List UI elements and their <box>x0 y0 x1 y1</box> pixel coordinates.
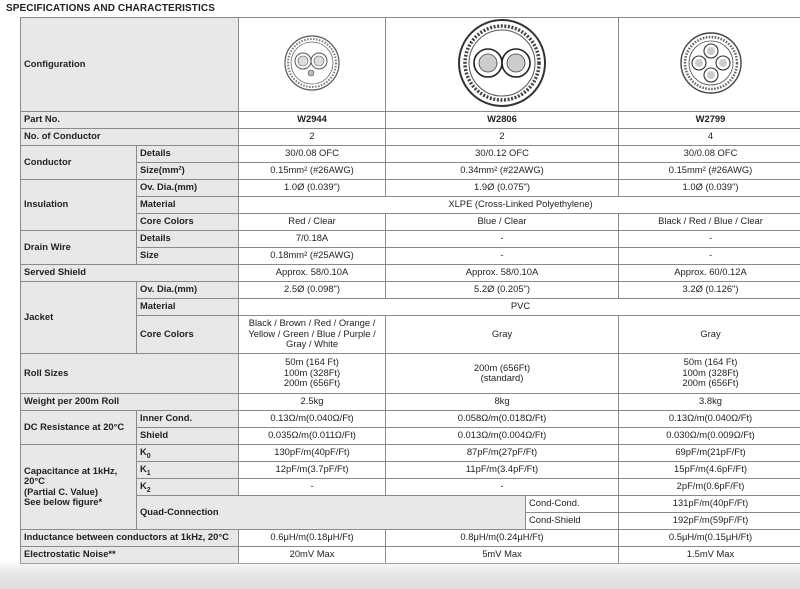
roll-sizes-w2806 <box>386 353 619 393</box>
capacitance-label-line: See below figure* <box>24 496 103 507</box>
conductor-details-w2806: 30/0.12 OFC <box>386 145 619 162</box>
quad-cond-cond-value: 131pF/m(40pF/Ft) <box>619 495 800 512</box>
jacket-colors-w2806: Gray <box>386 315 619 353</box>
insulation-colors-row <box>21 213 800 230</box>
k-subscript: 1 <box>146 470 151 478</box>
roll-size-line: 50m (164 Ft) <box>683 356 738 368</box>
drain-size-w2944: 0.18mm² (#25AWG) <box>239 247 386 264</box>
part-no-w2806: W2806 <box>386 111 619 128</box>
dc-inner-w2799: 0.13Ω/m(0.040Ω/Ft) <box>619 410 800 427</box>
jacket-colors-label: Core Colors <box>137 315 239 353</box>
cap-k1-w2944: 12pF/m(3.7pF/Ft) <box>239 461 386 478</box>
quad-cond-shield-label: Cond-Shield <box>526 512 619 529</box>
conductor-details-w2799: 30/0.08 OFC <box>619 145 800 162</box>
drain-size-label: Size <box>137 247 239 264</box>
no-conductor-label: No. of Conductor <box>21 128 239 145</box>
cable-cross-section-2-conductor-large-icon <box>457 18 547 108</box>
page-title: SPECIFICATIONS AND CHARACTERISTICS <box>6 3 215 14</box>
served-shield-w2944: Approx. 58/0.10A <box>239 264 386 281</box>
k-subscript: 0 <box>146 453 151 461</box>
insulation-colors-w2806: Blue / Clear <box>386 213 619 230</box>
dc-resistance-label: DC Resistance at 20°C <box>21 410 137 444</box>
jacket-material-value: PVC <box>239 298 800 315</box>
no-conductor-row <box>21 128 800 145</box>
weight-label: Weight per 200m Roll <box>21 393 239 410</box>
k-subscript: 2 <box>146 487 151 495</box>
part-no-w2944: W2944 <box>239 111 386 128</box>
conductor-label: Conductor <box>21 145 137 179</box>
drain-size-w2799: - <box>619 247 800 264</box>
conductor-size-w2944: 0.15mm² (#26AWG) <box>239 162 386 179</box>
drain-size-w2806: - <box>386 247 619 264</box>
roll-sizes-w2799 <box>619 353 800 393</box>
quad-connection-label: Quad-Connection <box>137 495 526 529</box>
insulation-ovdia-row <box>21 179 800 196</box>
part-no-row <box>21 111 800 128</box>
quad-cond-cond-label: Cond-Cond. <box>526 495 619 512</box>
electrostatic-w2799: 1.5mV Max <box>619 546 800 563</box>
drain-size-row <box>21 247 800 264</box>
insulation-ovdia-w2806: 1.9Ø (0.075") <box>386 179 619 196</box>
cap-k0-row <box>21 444 800 461</box>
roll-size-line: (standard) <box>480 372 524 383</box>
conductor-size-row <box>21 162 800 179</box>
cap-k0-w2944: 130pF/m(40pF/Ft) <box>239 444 386 461</box>
insulation-material-row <box>21 196 800 213</box>
insulation-colors-w2799: Black / Red / Blue / Clear <box>619 213 800 230</box>
dc-inner-w2806: 0.058Ω/m(0.018Ω/Ft) <box>386 410 619 427</box>
k-symbol: K <box>140 446 147 458</box>
dc-shield-w2799: 0.030Ω/m(0.009Ω/Ft) <box>619 427 800 444</box>
jacket-colors-w2799: Gray <box>619 315 800 353</box>
weight-w2944: 2.5kg <box>239 393 386 410</box>
dc-shield-row <box>21 427 800 444</box>
conductor-details-row <box>21 145 800 162</box>
inductance-w2806: 0.8μH/m(0.24μH/Ft) <box>386 529 619 546</box>
jacket-colors-w2944 <box>239 315 386 353</box>
drain-details-w2944: 7/0.18A <box>239 230 386 247</box>
roll-sizes-row <box>21 353 800 393</box>
capacitance-label <box>21 444 137 529</box>
specifications-table <box>20 17 800 564</box>
served-shield-w2806: Approx. 58/0.10A <box>386 264 619 281</box>
drain-details-label: Details <box>137 230 239 247</box>
electrostatic-w2944: 20mV Max <box>239 546 386 563</box>
jacket-ovdia-w2799: 3.2Ø (0.126") <box>619 281 800 298</box>
insulation-colors-w2944: Red / Clear <box>239 213 386 230</box>
drain-wire-label: Drain Wire <box>21 230 137 264</box>
no-conductor-w2806: 2 <box>386 128 619 145</box>
cap-k2-w2944: - <box>239 478 386 495</box>
insulation-ovdia-label: Ov. Dia.(mm) <box>137 179 239 196</box>
jacket-colors-line: Gray / White <box>285 338 339 350</box>
capacitance-label-line: (Partial C. Value) <box>24 485 98 497</box>
jacket-ovdia-row <box>21 281 800 298</box>
conductor-details-label: Details <box>137 145 239 162</box>
insulation-label: Insulation <box>21 179 137 230</box>
inductance-w2944: 0.6μH/m(0.18μH/Ft) <box>239 529 386 546</box>
k-symbol: K <box>140 463 147 475</box>
dc-inner-label: Inner Cond. <box>137 410 239 427</box>
cap-k1-row <box>21 461 800 478</box>
cap-k1-label <box>137 461 239 478</box>
configuration-label: Configuration <box>21 18 239 112</box>
part-no-w2799: W2799 <box>619 111 800 128</box>
configuration-row <box>21 18 800 112</box>
cap-k1-w2806: 11pF/m(3.4pF/Ft) <box>386 461 619 478</box>
jacket-material-label: Material <box>137 298 239 315</box>
insulation-material-label: Material <box>137 196 239 213</box>
jacket-label: Jacket <box>21 281 137 353</box>
conductor-details-w2944: 30/0.08 OFC <box>239 145 386 162</box>
roll-size-line: 100m (328Ft) <box>682 366 739 378</box>
dc-inner-row <box>21 410 800 427</box>
conductor-size-w2806: 0.34mm² (#22AWG) <box>386 162 619 179</box>
jacket-material-row <box>21 298 800 315</box>
cap-k0-label <box>137 444 239 461</box>
roll-size-line: 200m (656Ft) <box>473 361 531 373</box>
electrostatic-label: Electrostatic Noise** <box>21 546 239 563</box>
weight-w2799: 3.8kg <box>619 393 800 410</box>
jacket-ovdia-w2944: 2.5Ø (0.098") <box>239 281 386 298</box>
drain-details-w2806: - <box>386 230 619 247</box>
cap-k2-row <box>21 478 800 495</box>
inductance-row <box>21 529 800 546</box>
roll-size-line: 50m (164 Ft) <box>285 356 339 368</box>
roll-size-line: 200m (656Ft) <box>283 377 341 389</box>
dc-inner-w2944: 0.13Ω/m(0.040Ω/Ft) <box>239 410 386 427</box>
cable-cross-section-4-conductor-icon <box>679 31 743 95</box>
served-shield-row <box>21 264 800 281</box>
w2944-image-cell <box>239 18 386 112</box>
insulation-material-value: XLPE (Cross-Linked Polyethylene) <box>239 196 800 213</box>
w2806-image-cell <box>386 18 619 112</box>
roll-sizes-w2944 <box>239 353 386 393</box>
served-shield-label: Served Shield <box>21 264 239 281</box>
jacket-colors-line: Black / Brown / Red / Orange / <box>248 317 376 329</box>
no-conductor-w2799: 4 <box>619 128 800 145</box>
conductor-size-label: Size(mm²) <box>137 162 239 179</box>
roll-sizes-label: Roll Sizes <box>21 353 239 393</box>
weight-w2806: 8kg <box>386 393 619 410</box>
inductance-w2799: 0.5μH/m(0.15μH/Ft) <box>619 529 800 546</box>
cap-k2-w2806: - <box>386 478 619 495</box>
capacitance-label-line: 20°C <box>24 475 45 486</box>
no-conductor-w2944: 2 <box>239 128 386 145</box>
capacitance-label-line: Capacitance at 1kHz, <box>24 464 118 476</box>
bottom-fade-overlay <box>0 560 800 589</box>
jacket-colors-row <box>21 315 800 353</box>
cap-quad-cc-row <box>21 495 800 512</box>
k-symbol: K <box>140 480 147 492</box>
roll-size-line: 200m (656Ft) <box>682 377 739 389</box>
insulation-colors-label: Core Colors <box>137 213 239 230</box>
weight-row <box>21 393 800 410</box>
cap-k2-label <box>137 478 239 495</box>
jacket-colors-line: Yellow / Green / Blue / Purple / <box>248 327 376 339</box>
served-shield-w2799: Approx. 60/0.12A <box>619 264 800 281</box>
insulation-ovdia-w2944: 1.0Ø (0.039") <box>239 179 386 196</box>
part-no-label: Part No. <box>21 111 239 128</box>
inductance-label: Inductance between conductors at 1kHz, 20°C <box>21 529 239 546</box>
electrostatic-w2806: 5mV Max <box>386 546 619 563</box>
insulation-ovdia-w2799: 1.0Ø (0.039") <box>619 179 800 196</box>
w2799-image-cell <box>619 18 800 112</box>
quad-cond-shield-value: 192pF/m(59pF/Ft) <box>619 512 800 529</box>
dc-shield-w2806: 0.013Ω/m(0.004Ω/Ft) <box>386 427 619 444</box>
cap-k1-w2799: 15pF/m(4.6pF/Ft) <box>619 461 800 478</box>
roll-size-line: 100m (328Ft) <box>283 366 341 378</box>
drain-details-row <box>21 230 800 247</box>
cap-k2-w2799: 2pF/m(0.6pF/Ft) <box>619 478 800 495</box>
dc-shield-label: Shield <box>137 427 239 444</box>
cap-k0-w2806: 87pF/m(27pF/Ft) <box>386 444 619 461</box>
jacket-ovdia-label: Ov. Dia.(mm) <box>137 281 239 298</box>
conductor-size-w2799: 0.15mm² (#26AWG) <box>619 162 800 179</box>
dc-shield-w2944: 0.035Ω/m(0.011Ω/Ft) <box>239 427 386 444</box>
drain-details-w2799: - <box>619 230 800 247</box>
jacket-ovdia-w2806: 5.2Ø (0.205") <box>386 281 619 298</box>
cable-cross-section-2-conductor-small-icon <box>282 33 342 93</box>
cap-k0-w2799: 69pF/m(21pF/Ft) <box>619 444 800 461</box>
